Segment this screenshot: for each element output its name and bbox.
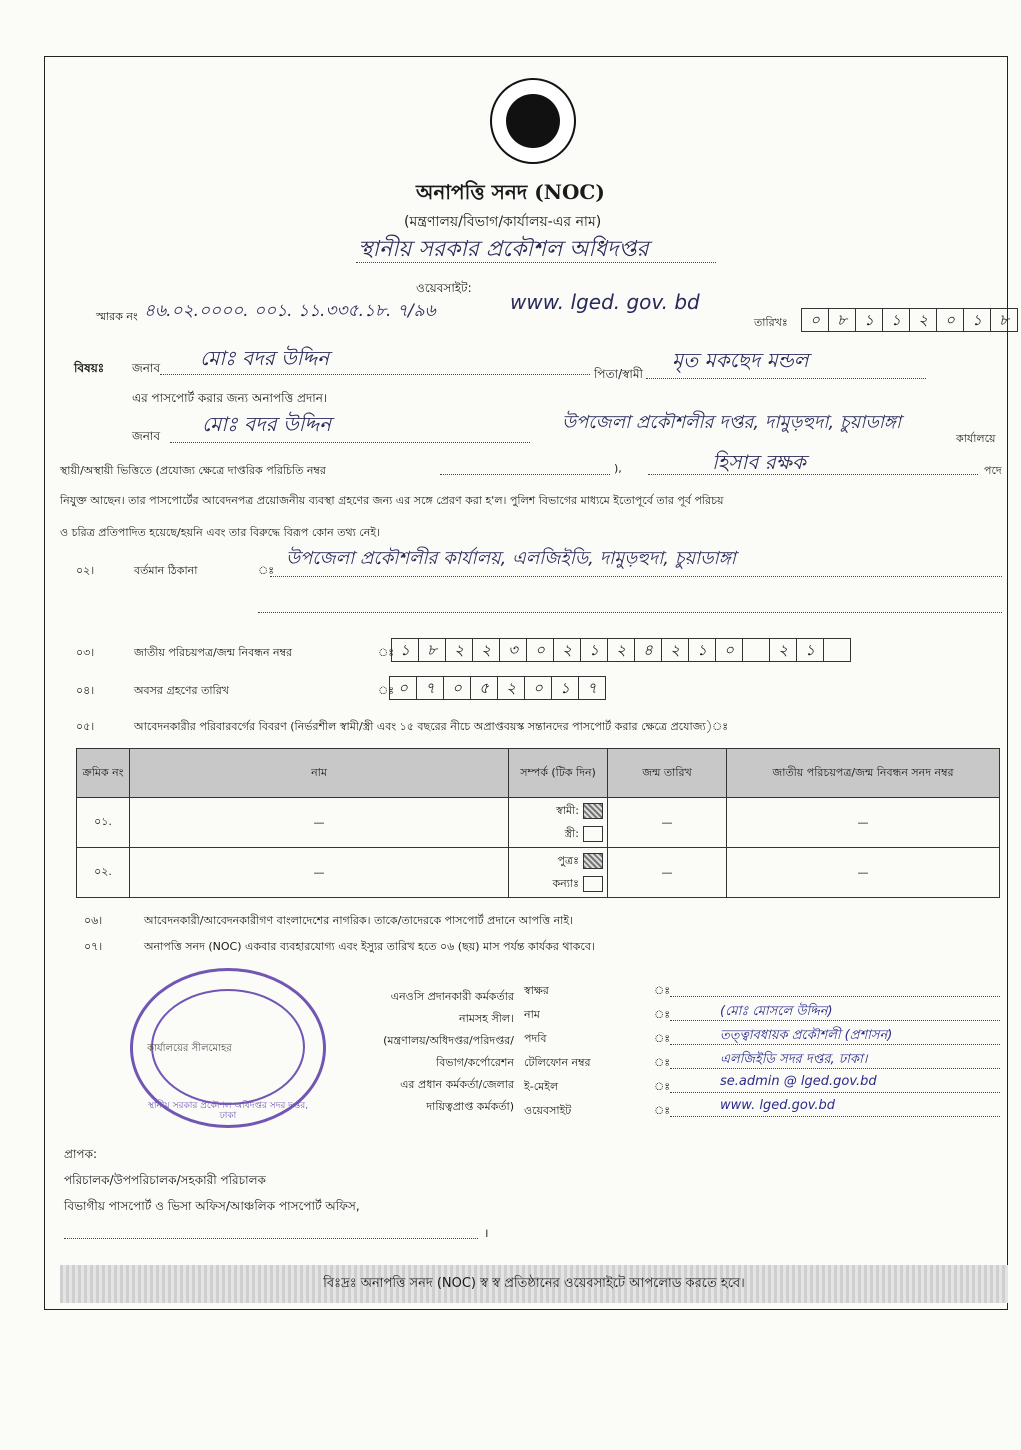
signatory-field: [524, 1072, 1004, 1096]
field-value: এলজিইডি সদর দপ্তর, ঢাকা।: [720, 1052, 868, 1067]
field-value: www. lged.gov.bd: [720, 1098, 836, 1113]
row-name: —: [130, 798, 509, 848]
stamp-text: স্থানীয় সরকার প্রকৌশল অধিদপ্তর সদর দপ্তর, ঢাকা: [147, 1101, 309, 1121]
digit-box: ০: [524, 676, 552, 700]
digit-box: ০: [443, 676, 471, 700]
item-02-num: ০২।: [76, 564, 95, 577]
colon: ঃ: [654, 1032, 671, 1045]
row-relation: [509, 798, 608, 848]
recipient-line2: বিভাগীয় পাসপোর্ট ও ভিসা অফিস/আঞ্চলিক পাসপোর্ট অফিস,: [64, 1199, 360, 1213]
date-label: তারিখঃ: [754, 316, 788, 329]
present-address: উপজেলা প্রকৌশলীর কার্যালয়, এলজিইডি, দামুড়হুদা, চুয়াডাঙ্গা: [286, 548, 736, 569]
subject-label: বিষয়ঃ: [74, 361, 105, 375]
col-nid: জাতীয় পরিচয়পত্র/জন্ম নিবন্ধন সনদ নম্বর: [727, 749, 1000, 798]
retirement-date-boxes: [390, 676, 606, 700]
digit-box: ৮: [990, 308, 1018, 332]
body-line2-suffix: পদে: [984, 464, 1002, 477]
body-office: উপজেলা প্রকৌশলীর দপ্তর, দামুড়হুদা, চুয়াডাঙ্গা: [562, 412, 902, 433]
field-label: ই-মেইল: [524, 1080, 559, 1093]
digit-box: ৩: [499, 638, 527, 662]
digit-box: ২: [661, 638, 689, 662]
body-janab: জনাব: [132, 429, 161, 443]
form-title: অনাপত্তি সনদ (NOC): [416, 180, 605, 204]
digit-box: ২: [445, 638, 473, 662]
signatory-block-line: বিভাগ/কর্পোরেশন: [436, 1056, 514, 1069]
signatory-fields: [524, 976, 1004, 1120]
signatory-block-line: এর প্রধান কর্মকর্তা/জেলার: [400, 1078, 514, 1091]
colon: ঃ: [378, 646, 395, 659]
body-line3: নিযুক্ত আছেন। তার পাসপোর্টের আবেদনপত্র প্রয়োজনীয় ব্যবস্থা গ্রহণের জন্য এর সঙ্গে প্রেরণ করা হ'ল। পুলিশ বিভাগের মাধ্যমে ইতোপূর্বে তার পূর্ব পরিচয়: [60, 494, 724, 507]
signatory-block-line: (মন্ত্রণালয়/অধিদপ্তর/পরিদপ্তর/: [383, 1034, 514, 1047]
table-row: [77, 848, 1000, 898]
item-02-label: বর্তমান ঠিকানা: [134, 564, 198, 577]
col-dob: জন্ম তারিখ: [608, 749, 727, 798]
checkbox[interactable]: [583, 853, 603, 869]
colon: ঃ: [654, 1056, 671, 1069]
checkbox[interactable]: [583, 876, 603, 892]
father-label: পিতা/স্বামী: [594, 367, 643, 381]
father-name: মৃত মকছেদ মন্ডল: [672, 348, 809, 372]
colon: ঃ: [654, 1104, 671, 1117]
digit-box: ১: [855, 308, 883, 332]
digit-box: ৪: [634, 638, 662, 662]
designation: হিসাব রক্ষক: [712, 450, 806, 474]
item-04-label: অবসর গ্রহণের তারিখ: [134, 684, 229, 697]
relation-label: স্বামী:: [556, 803, 579, 817]
digit-box: ২: [909, 308, 937, 332]
checkbox[interactable]: [583, 826, 603, 842]
digit-box: ১: [796, 638, 824, 662]
row-dob: —: [608, 848, 727, 898]
col-serial: ক্রমিক নং: [77, 749, 130, 798]
recipient-line3: ।: [484, 1226, 489, 1240]
digit-box: ১: [580, 638, 608, 662]
row-serial: ০১.: [77, 798, 130, 848]
field-value: se.admin @ lged.gov.bd: [720, 1074, 877, 1089]
row-nid: —: [727, 848, 1000, 898]
body-line2: স্থায়ী/অস্থায়ী ভিত্তিতে (প্রযোজ্য ক্ষেত্রে দাপ্তরিক পরিচিতি নম্বর: [60, 464, 326, 477]
digit-box: ০: [801, 308, 829, 332]
colon: ঃ: [654, 1008, 671, 1021]
item-03-num: ০৩।: [76, 646, 95, 659]
digit-box: ১: [882, 308, 910, 332]
recipient-label: প্রাপক:: [64, 1147, 98, 1161]
footer-note: বিঃদ্রঃ অনাপত্তি সনদ (NOC) স্ব স্ব প্রতিষ্ঠানের ওয়েবসাইটে আপলোড করতে হবে।: [60, 1265, 1008, 1303]
recipient-line1: পরিচালক/উপপরিচালক/সহকারী পরিচালক: [64, 1173, 266, 1187]
field-label: স্বাক্ষর: [524, 984, 549, 997]
note-06: আবেদনকারী/আবেদনকারীগণ বাংলাদেশের নাগরিক। তাকে/তাদেরকে পাসপোর্ট প্রদানে আপত্তি নাই।: [144, 914, 574, 927]
row-dob: —: [608, 798, 727, 848]
signatory-field: [524, 976, 1004, 1000]
digit-box: ০: [715, 638, 743, 662]
item-05-label: আবেদনকারীর পরিবারবর্গের বিবরণ (নির্ভরশীল স্বামী/স্ত্রী এবং ১৫ বছরের নীচে অপ্রাপ্তবয়স্ক সন্তানদের পাসপোর্ট করার ক্ষেত্রে প্রযোজ্য)ঃ: [134, 720, 729, 733]
digit-box: ১: [963, 308, 991, 332]
form-subtitle: (মন্ত্রণালয়/বিভাগ/কার্যালয়-এর নাম): [404, 214, 602, 230]
body-name: মোঃ বদর উদ্দিন: [202, 412, 332, 436]
digit-box: ৭: [578, 676, 606, 700]
digit-box: ১: [688, 638, 716, 662]
signatory-field: [524, 1096, 1004, 1120]
table-row: [77, 798, 1000, 848]
website-label: ওয়েবসাইট:: [416, 281, 472, 295]
body-office-suffix: কার্যালয়ে: [956, 432, 996, 445]
office-name: স্থানীয় সরকার প্রকৌশল অধিদপ্তর: [358, 237, 649, 262]
digit-box: ২: [769, 638, 797, 662]
digit-box: [742, 638, 770, 662]
digit-box: ২: [497, 676, 525, 700]
col-name: নাম: [130, 749, 509, 798]
stamp-inner: কার্যালয়ের সীলমোহর: [147, 1043, 232, 1054]
relation-label: কন্যাঃ: [552, 876, 579, 890]
signatory-field: [524, 1000, 1004, 1024]
date-boxes: [802, 308, 1018, 332]
digit-box: ৭: [416, 676, 444, 700]
row-relation: [509, 848, 608, 898]
note-06-num: ০৬।: [84, 914, 103, 927]
colon: ঃ: [654, 984, 671, 997]
item-04-num: ০৪।: [76, 684, 95, 697]
checkbox[interactable]: [583, 803, 603, 819]
note-07: অনাপত্তি সনদ (NOC) একবার ব্যবহারযোগ্য এবং ইস্যুর তারিখ হতে ০৬ (ছয়) মাস পর্যন্ত কার্যকর থাকবে।: [144, 940, 595, 953]
field-value: (মোঃ মোসলে উদ্দিন): [720, 1004, 833, 1019]
row-name: —: [130, 848, 509, 898]
relation-label: স্ত্রী:: [564, 826, 579, 840]
digit-box: ০: [389, 676, 417, 700]
government-seal: [490, 78, 576, 164]
field-label: টেলিফোন নম্বর: [524, 1056, 591, 1069]
field-label: পদবি: [524, 1032, 547, 1045]
body-line4: ও চরিত্র প্রতিপাদিত হয়েছে/হয়নি এবং তার বিরুদ্ধে বিরূপ কোন তথ্য নেই।: [60, 526, 380, 539]
signatory-block-line: দায়িত্বপ্রাপ্ত কর্মকর্তা): [426, 1100, 514, 1113]
colon: ঃ: [654, 1080, 671, 1093]
signatory-field: [524, 1048, 1004, 1072]
field-label: নাম: [524, 1008, 540, 1021]
digit-box: [823, 638, 851, 662]
row-serial: ০২.: [77, 848, 130, 898]
colon: ঃ: [378, 684, 395, 697]
signatory-field: [524, 1024, 1004, 1048]
subject-name: মোঃ বদর উদ্দিন: [200, 346, 330, 370]
digit-box: ০: [936, 308, 964, 332]
body-line2-mid: ),: [614, 462, 622, 475]
digit-box: ১: [551, 676, 579, 700]
website-value: www. lged. gov. bd: [510, 290, 700, 314]
col-relation: সম্পর্ক (টিক দিন): [509, 749, 608, 798]
digit-box: ৮: [828, 308, 856, 332]
nid-boxes: [392, 638, 851, 662]
memo-label: স্মারক নং: [96, 310, 138, 323]
signatory-block-line: নামসহ সীল।: [459, 1012, 514, 1025]
relation-label: পুত্রঃ: [557, 853, 579, 867]
item-05-num: ০৫।: [76, 720, 95, 733]
digit-box: ১: [391, 638, 419, 662]
digit-box: ২: [553, 638, 581, 662]
subject-line2: এর পাসপোর্ট করার জন্য অনাপত্তি প্রদান।: [132, 391, 328, 405]
subject-janab: জনাব: [132, 361, 161, 375]
row-nid: —: [727, 798, 1000, 848]
digit-box: ২: [472, 638, 500, 662]
field-value: তত্ত্বাবধায়ক প্রকৌশলী (প্রশাসন): [720, 1028, 893, 1043]
digit-box: ২: [607, 638, 635, 662]
field-label: ওয়েবসাইট: [524, 1104, 572, 1117]
digit-box: ০: [526, 638, 554, 662]
signatory-block-line: এনওসি প্রদানকারী কর্মকর্তার: [390, 990, 514, 1003]
memo-number: ৪৬.০২.০০০০. ০০১. ১১.৩৩৫.১৮. ৭/৯৬: [144, 301, 436, 321]
item-03-label: জাতীয় পরিচয়পত্র/জন্ম নিবন্ধন নম্বর: [134, 646, 293, 659]
note-07-num: ০৭।: [84, 940, 103, 953]
signatory-block: [318, 986, 514, 1118]
digit-box: ৮: [418, 638, 446, 662]
family-table: [76, 748, 1000, 898]
digit-box: ৫: [470, 676, 498, 700]
office-stamp: [130, 968, 326, 1128]
colon: ঃ: [258, 564, 275, 577]
